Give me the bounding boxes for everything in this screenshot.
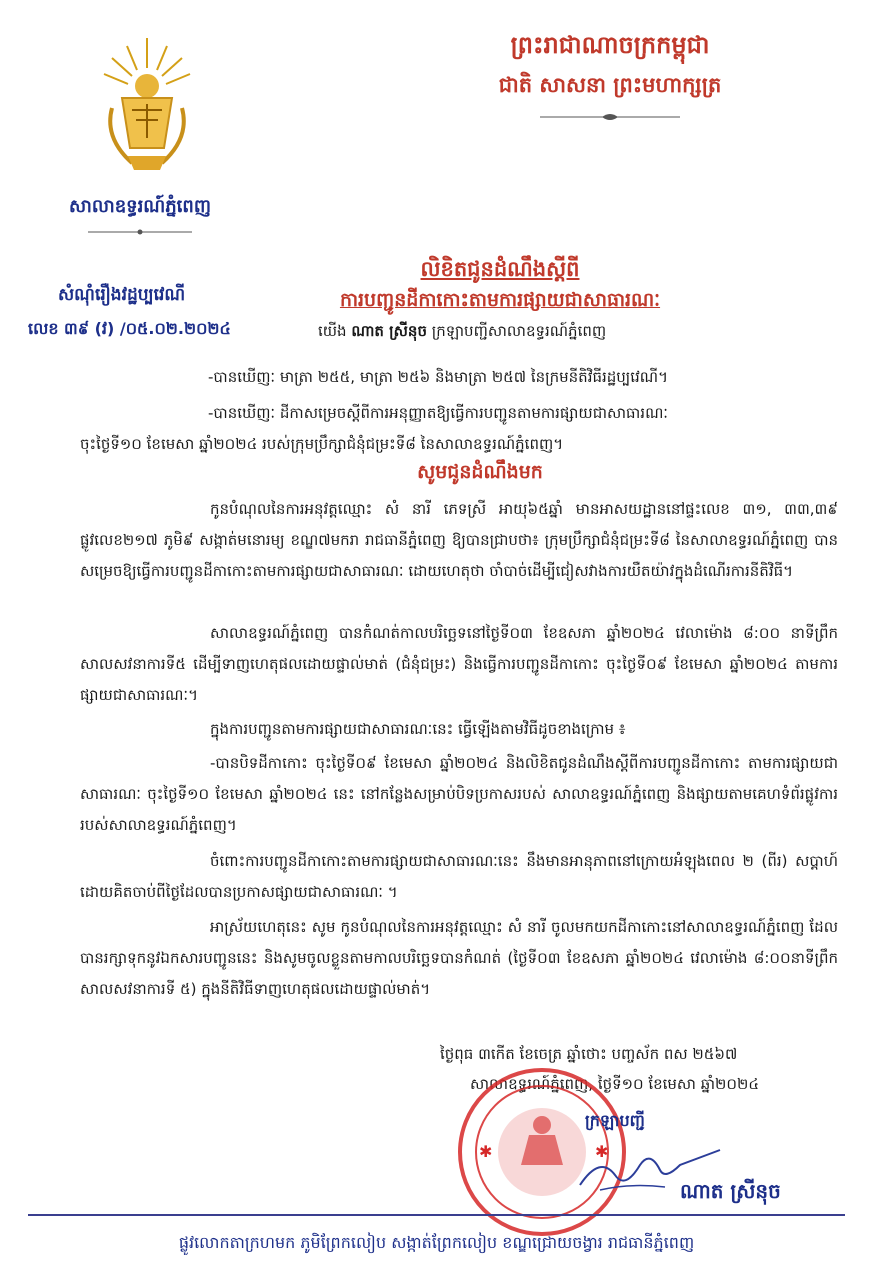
- svg-text:✱: ✱: [479, 1142, 493, 1161]
- case-number: លេខ ៣៩ (វ) /០៥.០២.២០២៤: [28, 319, 231, 338]
- ornament-divider: [540, 112, 680, 122]
- signatory-name: ណាត ស្រីនុច: [680, 1179, 781, 1203]
- consideration-2b: ចុះថ្ងៃទី១០ ខែមេសា ឆ្នាំ២០២៤ របស់ក្រុមប្រឹក្សាជំនុំជម្រះទី៨ នៃសាលាឧទ្ធរណ៍ភ្នំពេញ។: [80, 435, 564, 453]
- national-motto: ជាតិ សាសនា ព្រះមហាក្សត្រ: [498, 73, 722, 97]
- court-emblem-icon: [92, 28, 202, 178]
- lunar-date: ថ្ងៃពុធ ៣កើត ខែចេត្រ ឆ្នាំថោះ បញ្ចស័ក ពស ២៥៦៧: [440, 1045, 738, 1063]
- consideration-2a: -បានឃើញៈ ដីកាសម្រេចស្តីពីការអនុញ្ញាតឱ្យធ្វើការបញ្ជូនតាមការផ្សាយជាសាធារណៈ: [208, 404, 668, 422]
- paragraph-6: អាស្រ័យហេតុនេះ សូម កូនបំណុលនៃការអនុវត្តឈ្មោះ សំ នារី ចូលមកយកដីកាកោះនៅសាលាឧទ្ធរណ៍ភ្នំពេញ ដែលបានរក្សាទុកនូវឯកសារបញ្ជូននេះ និងសូមចូលខ្លួនតាមកាលបរិច្ឆេទបានកំណត់ (ថ្ងៃទី០៣ ខែឧសភា ឆ្នាំ២០២៤ វេលាម៉ោង ៨:០០នាទីព្រឹក សាលសវនាការទី ៥) ក្នុងនីតិវិធីទាញហេតុផលដោយផ្ទាល់មាត់។: [80, 918, 838, 998]
- document-title: លិខិតជូនដំណឹងស្តីពី: [420, 257, 580, 281]
- document-subtitle: ការបញ្ជូនដីកាកោះតាមការផ្សាយជាសាធារណៈ: [339, 289, 661, 311]
- consideration-1: -បានឃើញៈ មាត្រា ២៥៥, មាត្រា ២៥៦ និងមាត្រា ២៥៧ នៃក្រមនីតិវិធីរដ្ឋប្បវេណី។: [208, 368, 668, 386]
- case-label: សំណុំរឿងវដ្ឋប្បវេណី: [58, 285, 186, 305]
- kingdom-title: ព្រះរាជាណាចក្រកម្ពុជា: [510, 31, 710, 59]
- clerk-introduction: [318, 322, 838, 344]
- place-and-date: សាលាឧទ្ធរណ៍ភ្នំពេញ, ថ្ងៃទី១០ ខែមេសា ឆ្នាំ២០២៤: [470, 1075, 759, 1093]
- intro-suffix: ក្រឡាបញ្ជីសាលាឧទ្ធរណ៍ភ្នំពេញ: [431, 322, 607, 340]
- notice-heading: សូមជូនដំណឹងមក: [417, 461, 543, 483]
- intro-prefix: យើង: [318, 322, 347, 340]
- footer-divider: [28, 1214, 845, 1216]
- signatory-role: ក្រឡាបញ្ជី: [585, 1111, 645, 1130]
- court-name: សាលាឧទ្ធរណ៍ភ្នំពេញ: [69, 196, 211, 217]
- svg-text:✱: ✱: [595, 1142, 609, 1161]
- paragraph-1: កូនបំណុលនៃការអនុវត្តឈ្មោះ សំ នារី ភេទស្រី អាយុ៦៥ឆ្នាំ មានអាសយដ្ឋាននៅផ្ទះលេខ ៣១, ៣៣,៣៩ ផ្លូវលេខ២១៧ ភូមិ៩ សង្កាត់មនោរម្យ ខណ្ឌ៧មករា រាជធានីភ្នំពេញ ឱ្យបានជ្រាបថា៖ ក្រុមប្រឹក្សាជំនុំជម្រះទី៨ នៃសាលាឧទ្ធរណ៍ភ្នំពេញ បានសម្រេចឱ្យធ្វើការបញ្ជូនដីកាកោះតាមការផ្សាយជាសាធារណៈ ដោយហេតុថា ចាំបាច់ដើម្បីជៀសវាងការយឺតយ៉ាវក្នុងដំណើរការនីតិវិធី។: [80, 500, 838, 580]
- paragraph-5: ចំពោះការបញ្ជូនដីកាកោះតាមការផ្សាយជាសាធារណៈនេះ នឹងមានអានុភាពនៅក្រោយអំឡុងពេល ២ (ពីរ) សប្តាហ៍ ដោយគិតចាប់ពីថ្ងៃដែលបានប្រកាសផ្សាយជាសាធារណៈ ។: [80, 852, 838, 901]
- paragraph-3: ក្នុងការបញ្ជូនតាមការផ្សាយជាសាធារណៈនេះ ធ្វើឡើងតាមវិធីដូចខាងក្រោម ៖: [210, 720, 626, 738]
- footer-address: ផ្លូវលោកតាក្រហមក ភូមិព្រែកលៀប សង្កាត់ព្រែកលៀប ខណ្ឌជ្រោយចង្វារ រាជធានីភ្នំពេញ: [178, 1233, 695, 1252]
- ornament-divider: [88, 228, 192, 236]
- clerk-name-inline: ណាត ស្រីនុច: [351, 322, 427, 340]
- paragraph-4: -បានបិទដីកាកោះ ចុះថ្ងៃទី០៩ ខែមេសា ឆ្នាំ២០២៤ និងលិខិតជូនដំណឹងស្តីពីការបញ្ជូនដីកាកោះ តាមការផ្សាយជាសាធារណៈ ចុះថ្ងៃទី១០ ខែមេសា ឆ្នាំ២០២៤ នេះ នៅកន្លែងសម្រាប់បិទប្រកាសរបស់ សាលាឧទ្ធរណ៍ភ្នំពេញ និងផ្សាយតាមគេហទំព័រផ្លូវការរបស់សាលាឧទ្ធរណ៍ភ្នំពេញ។: [80, 754, 838, 834]
- paragraph-2: សាលាឧទ្ធរណ៍ភ្នំពេញ បានកំណត់កាលបរិច្ឆេទនៅថ្ងៃទី០៣ ខែឧសភា ឆ្នាំ២០២៤ វេលាម៉ោង ៨:០០ នាទីព្រឹក សាលសវនាការទី៥ ដើម្បីទាញហេតុផលដោយផ្ទាល់មាត់ (ជំនុំជម្រះ) និងធ្វើការបញ្ជូនដីកាកោះ ចុះថ្ងៃទី០៩ ខែមេសា ឆ្នាំ២០២៤ តាមការផ្សាយជាសាធារណៈ។: [80, 624, 838, 704]
